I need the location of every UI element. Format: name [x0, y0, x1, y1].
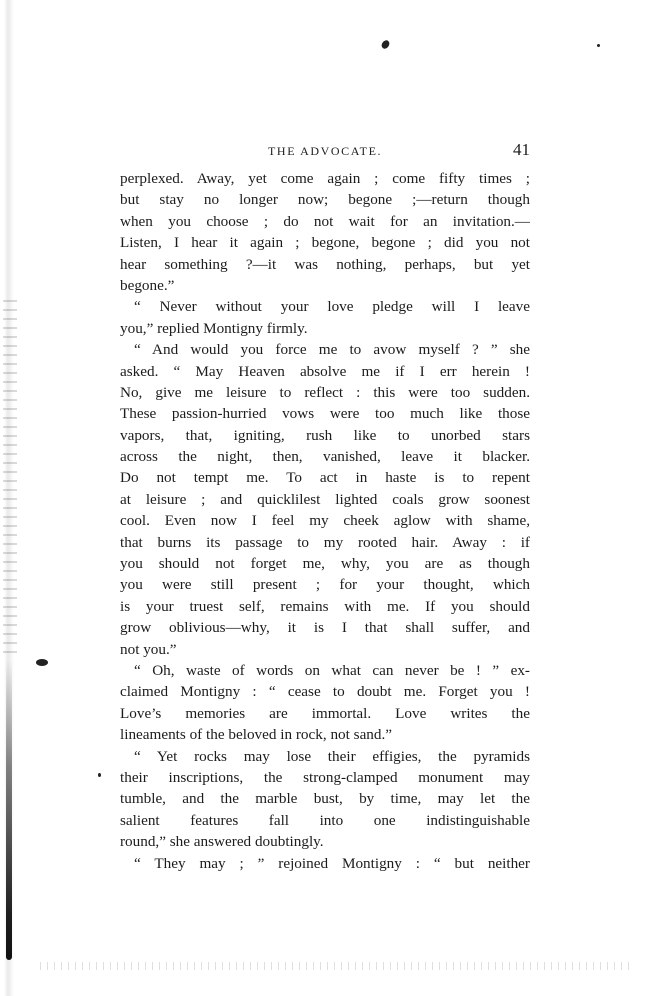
page-header — [120, 140, 530, 162]
text-line: you were still present ; for your thought, which — [120, 576, 530, 594]
text-line: Love’s memories are immortal. Love writes the — [120, 704, 530, 722]
text-line: but stay no longer now; begone ;—return though — [120, 191, 530, 209]
text-line: you,” replied Montigny firmly. — [120, 319, 308, 337]
body-text — [120, 168, 530, 874]
text-line: “ Oh, waste of words on what can never be ! ” ex- — [134, 661, 530, 679]
text-line: grow oblivious—why, it is I that shall suffer, and — [120, 619, 530, 637]
text-line: tumble, and the marble bust, by time, may let the — [120, 790, 530, 808]
text-line: hear something ?—it was nothing, perhaps, but yet — [120, 255, 530, 273]
text-line: “ Never without your love pledge will I leave — [134, 298, 530, 316]
ink-speck — [380, 39, 391, 50]
text-line: vapors, that, igniting, rush like to unorbed stars — [120, 426, 530, 444]
text-line: “ Yet rocks may lose their effigies, the pyramids — [134, 747, 530, 765]
text-line: perplexed. Away, yet come again ; come fifty times ; — [120, 170, 530, 187]
ink-speck — [98, 773, 101, 777]
binding-shadow — [6, 660, 12, 960]
text-line: their inscriptions, the strong-clamped monument may — [120, 768, 530, 786]
text-line: begone.” — [120, 276, 175, 294]
text-line: Listen, I hear it again ; begone, begone ; did you not — [120, 234, 530, 252]
ink-speck — [36, 659, 48, 666]
text-line: Do not tempt me. To act in haste is to repent — [120, 469, 530, 487]
text-line: cool. Even now I feel my cheek aglow with shame, — [120, 512, 530, 530]
text-line: you should not forget me, why, you are as though — [120, 555, 530, 573]
text-line: “ They may ; ” rejoined Montigny : “ but neither — [134, 854, 530, 872]
text-line: is your truest self, remains with me. If you should — [120, 597, 530, 615]
text-line: “ And would you force me to avow myself ? ” she — [134, 341, 530, 359]
text-line: No, give me leisure to reflect : this were too sudden. — [120, 383, 530, 401]
text-line: claimed Montigny : “ cease to doubt me. Forget you ! — [120, 683, 530, 701]
text-line: These passion-hurried vows were too much like those — [120, 405, 530, 423]
text-line: that burns its passage to my rooted hair. Away : if — [120, 533, 530, 551]
text-line: asked. “ May Heaven absolve me if I err herein ! — [120, 362, 530, 380]
binding-marks — [3, 300, 17, 660]
text-line: across the night, then, vanished, leave it blacker. — [120, 448, 530, 466]
text-line: not you.” — [120, 640, 177, 658]
text-line: salient features fall into one indistinguishable — [120, 811, 530, 829]
text-line: round,” she answered doubtingly. — [120, 833, 324, 851]
ink-speck — [597, 44, 600, 47]
text-line: when you choose ; do not wait for an invitation.— — [120, 212, 530, 230]
text-line: at leisure ; and quicklilest lighted coals grow soonest — [120, 490, 530, 508]
running-head: THE ADVOCATE. — [268, 144, 383, 158]
page-number: 41 — [513, 140, 530, 159]
text-line: lineaments of the beloved in rock, not sand.” — [120, 726, 393, 744]
bottom-edge-marks — [40, 962, 630, 970]
